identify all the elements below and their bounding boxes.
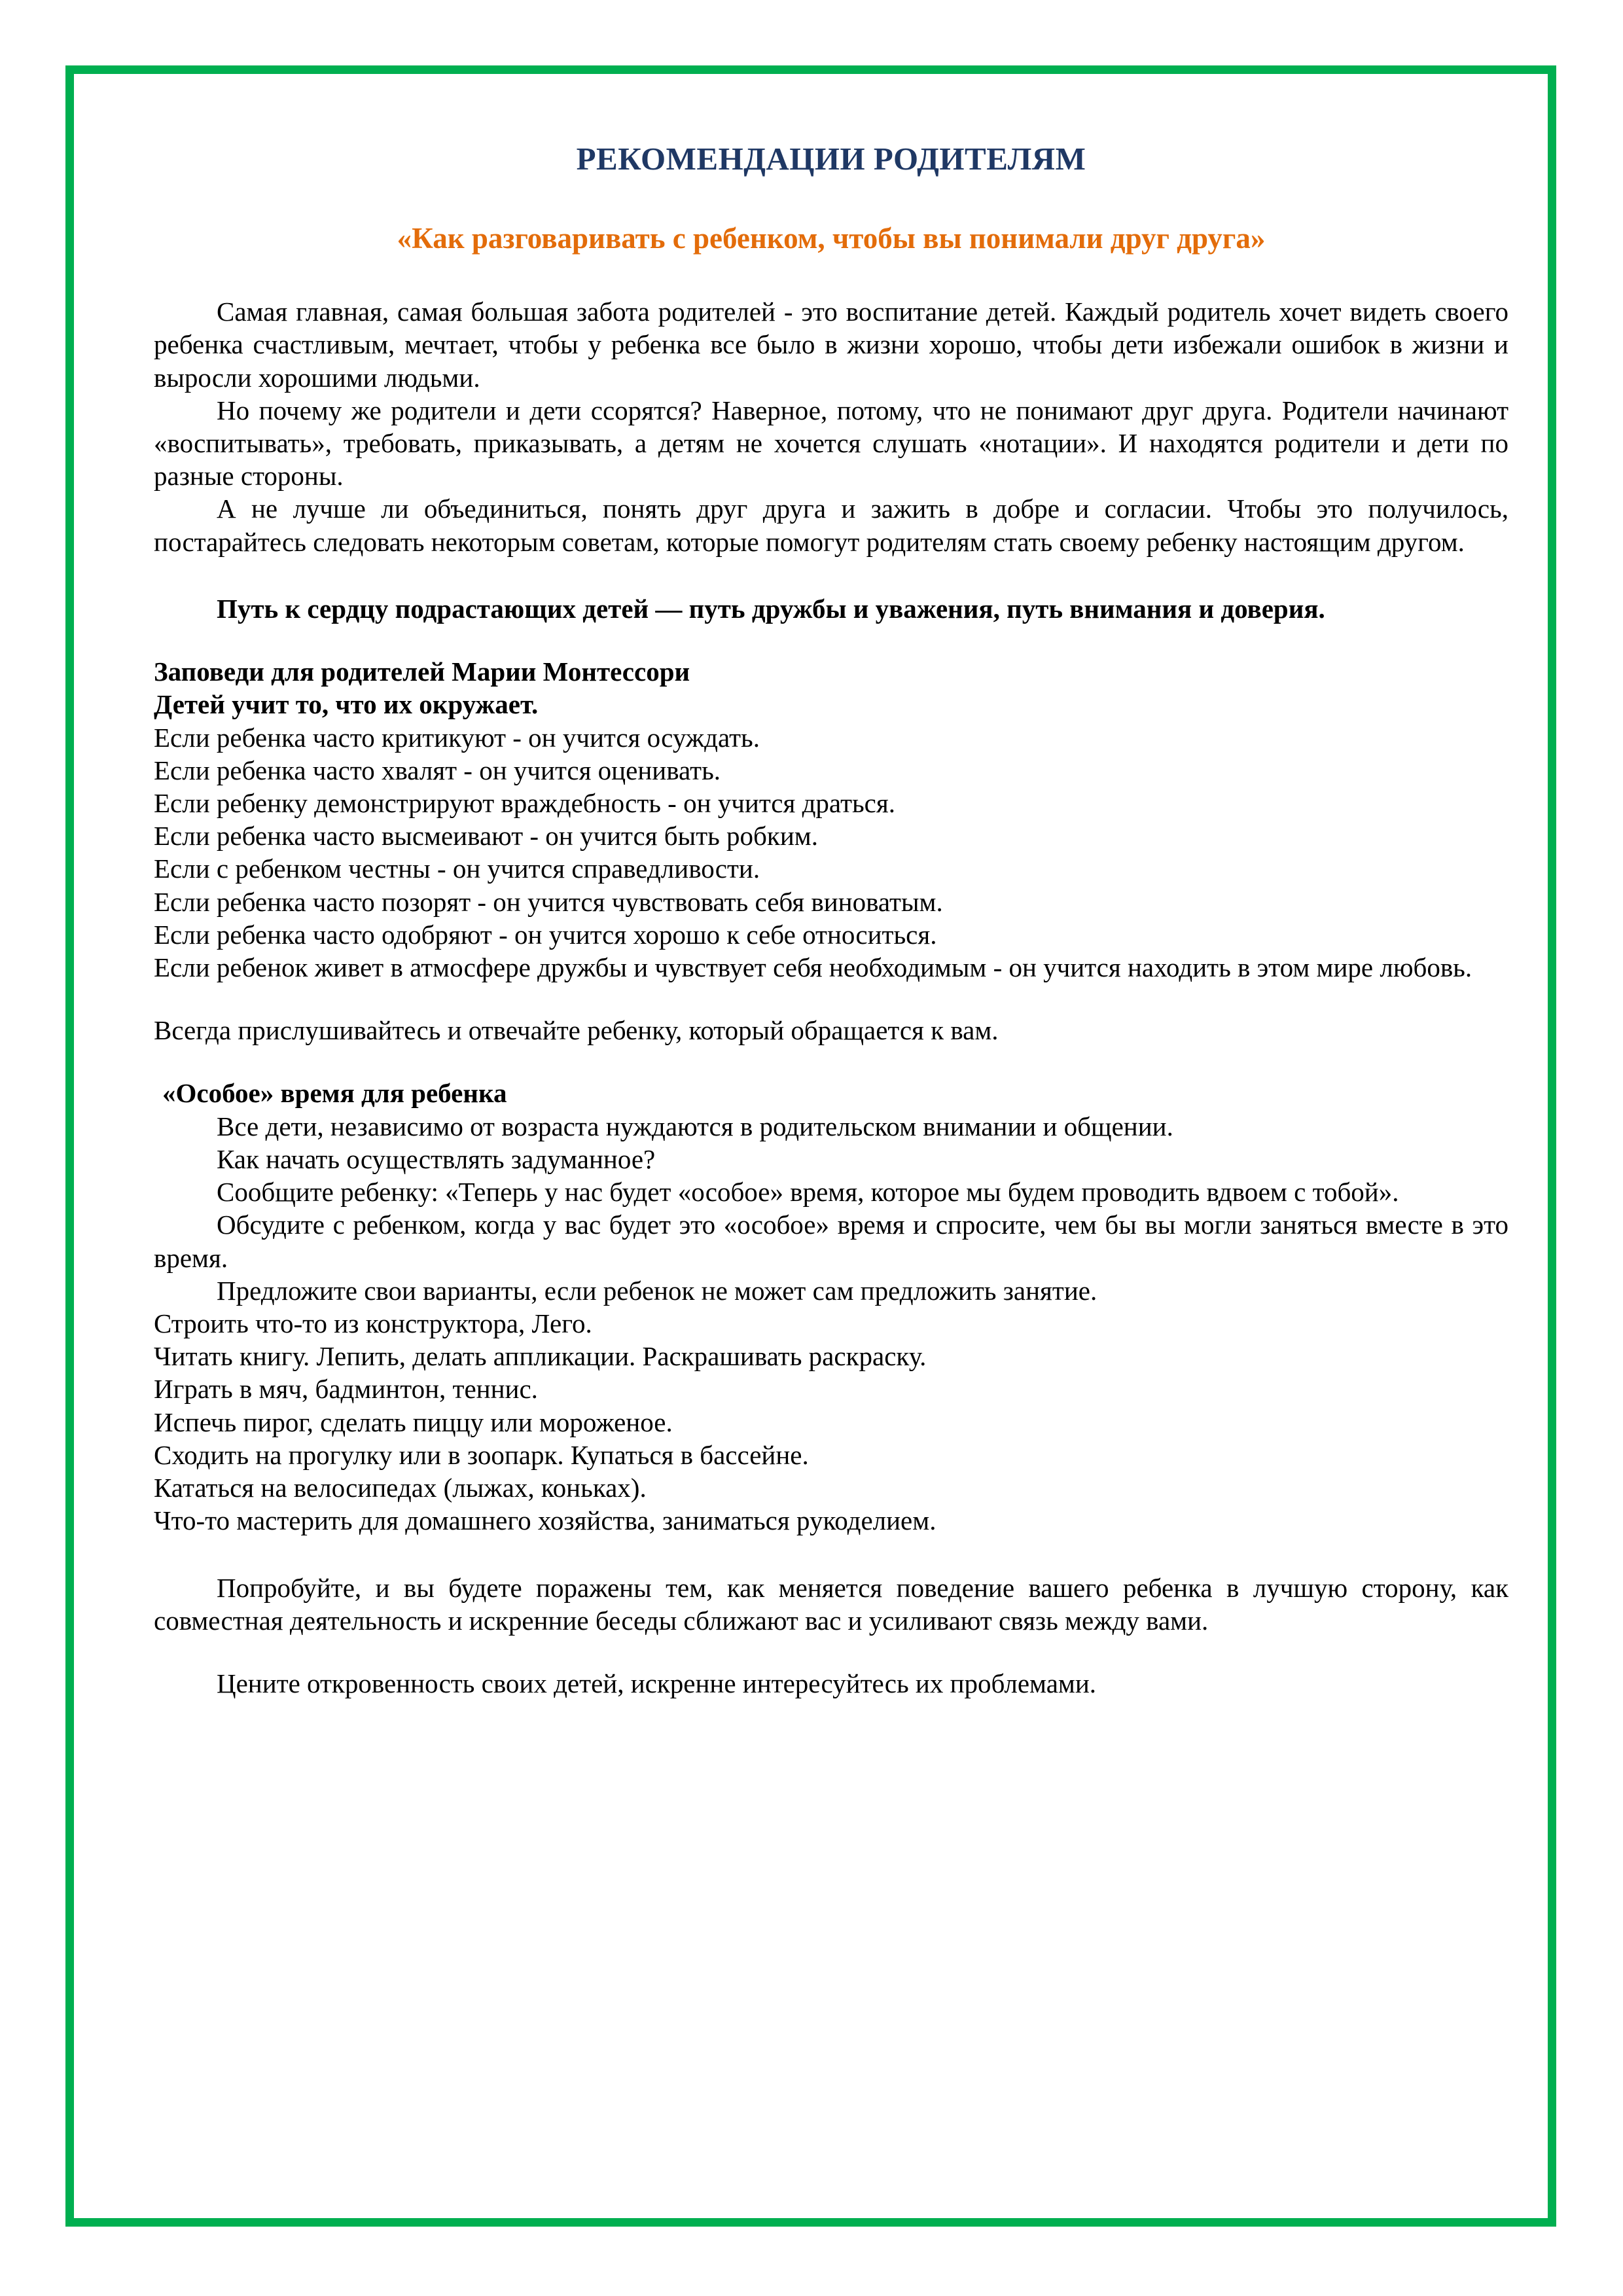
list-item: Если ребенка часто высмеивают - он учится быть робким.	[154, 821, 818, 852]
special-time-paragraph-1: Все дети, независимо от возраста нуждаются в родительском внимании и общении.	[217, 1111, 1173, 1141]
spacer	[154, 1537, 1508, 1571]
spacer	[154, 558, 1508, 592]
list-item: Если ребенку демонстрируют враждебность - он учится драться.	[154, 787, 895, 818]
list-item: Строить что-то из конструктора, Лего.	[154, 1308, 592, 1338]
special-time-paragraph-4: Обсудите с ребенком, когда у вас будет это «особое» время и спросите, чем бы вы могли заняться вместе в это время.	[154, 1210, 1508, 1273]
activity-list	[154, 1307, 1508, 1537]
intro-paragraph-3: А не лучше ли объединиться, понять друг друга и зажить в добре и согласии. Чтобы это получилось, постарайтесь следовать некоторым советам, которые помогут родителям стать своему ребенку настоящим другом.	[154, 493, 1508, 557]
spacer	[154, 1637, 1508, 1667]
spacer	[154, 1047, 1508, 1077]
special-time-paragraph-2: Как начать осуществлять задуманное?	[217, 1143, 656, 1174]
list-item: Если ребенка часто критикуют - он учится осуждать.	[154, 722, 760, 753]
list-item: Если ребенка часто одобряют - он учится хорошо к себе относиться.	[154, 919, 937, 950]
list-item: Кататься на велосипедах (лыжах, коньках).	[154, 1473, 647, 1503]
special-time-paragraph-3: Сообщите ребенку: «Теперь у нас будет «особое» время, которое мы будем проводить вдвоем с тобой».	[217, 1177, 1399, 1208]
spacer	[154, 625, 1508, 655]
special-time-paragraph-5: Предложите свои варианты, если ребенок не может сам предложить занятие.	[217, 1275, 1097, 1306]
list-item: Если ребенка часто позорят - он учится чувствовать себя виноватым.	[154, 886, 943, 917]
list-item: Что-то мастерить для домашнего хозяйства, заниматься рукоделием.	[154, 1505, 936, 1536]
highlight-statement: Путь к сердцу подрастающих детей — путь дружбы и уважения, путь внимания и доверия.	[217, 593, 1325, 624]
montessori-closing-note: Всегда прислушивайтесь и отвечайте ребенку, который обращается к вам.	[154, 1015, 999, 1046]
conclusion-paragraph-2: Цените откровенность своих детей, искренне интересуйтесь их проблемами.	[217, 1668, 1097, 1698]
list-item: Сходить на прогулку или в зоопарк. Купаться в бассейне.	[154, 1439, 809, 1470]
special-time-heading: «Особое» время для ребенка	[162, 1078, 507, 1109]
document-content	[154, 141, 1508, 1700]
spacer	[154, 984, 1508, 1014]
list-item: Если ребенок живет в атмосфере дружбы и чувствует себя необходимым - он учится находить в этом мире любовь.	[154, 952, 1472, 983]
list-item: Играть в мяч, бадминтон, теннис.	[154, 1374, 538, 1405]
intro-paragraph-2: Но почему же родители и дети ссорятся? Наверное, потому, что не понимают друг друга. Родители начинают «воспитывать», требовать, приказывать, а детям не хочется слушать «нотации». И находятся родители и дети по разные стороны.	[154, 395, 1508, 492]
list-item: Если с ребенком честны - он учится справедливости.	[154, 853, 760, 884]
montessori-lead: Детей учит то, что их окружает.	[154, 689, 539, 720]
montessori-section	[154, 655, 1508, 984]
page-title: РЕКОМЕНДАЦИИ РОДИТЕЛЯМ	[576, 141, 1086, 177]
list-item: Читать книгу. Лепить, делать аппликации. Раскрашивать раскраску.	[154, 1341, 927, 1372]
intro-paragraph-1: Самая главная, самая большая забота родителей - это воспитание детей. Каждый родитель хочет видеть своего ребенка счастливым, мечтает, чтобы у ребенка все было в жизни хорошо, чтобы дети избежали ошибок в жизни и выросли хорошими людьми.	[154, 296, 1508, 393]
page-subtitle: «Как разговаривать с ребенком, чтобы вы понимали друг друга»	[397, 222, 1266, 255]
list-item: Испечь пирог, сделать пиццу или мороженое.	[154, 1407, 673, 1437]
montessori-heading: Заповеди для родителей Марии Монтессори	[154, 656, 690, 687]
list-item: Если ребенка часто хвалят - он учится оценивать.	[154, 755, 721, 785]
conclusion-paragraph-1: Попробуйте, и вы будете поражены тем, как меняется поведение вашего ребенка в лучшую сторону, как совместная деятельность и искренние беседы сближают вас и усиливают связь между вами.	[154, 1572, 1508, 1636]
